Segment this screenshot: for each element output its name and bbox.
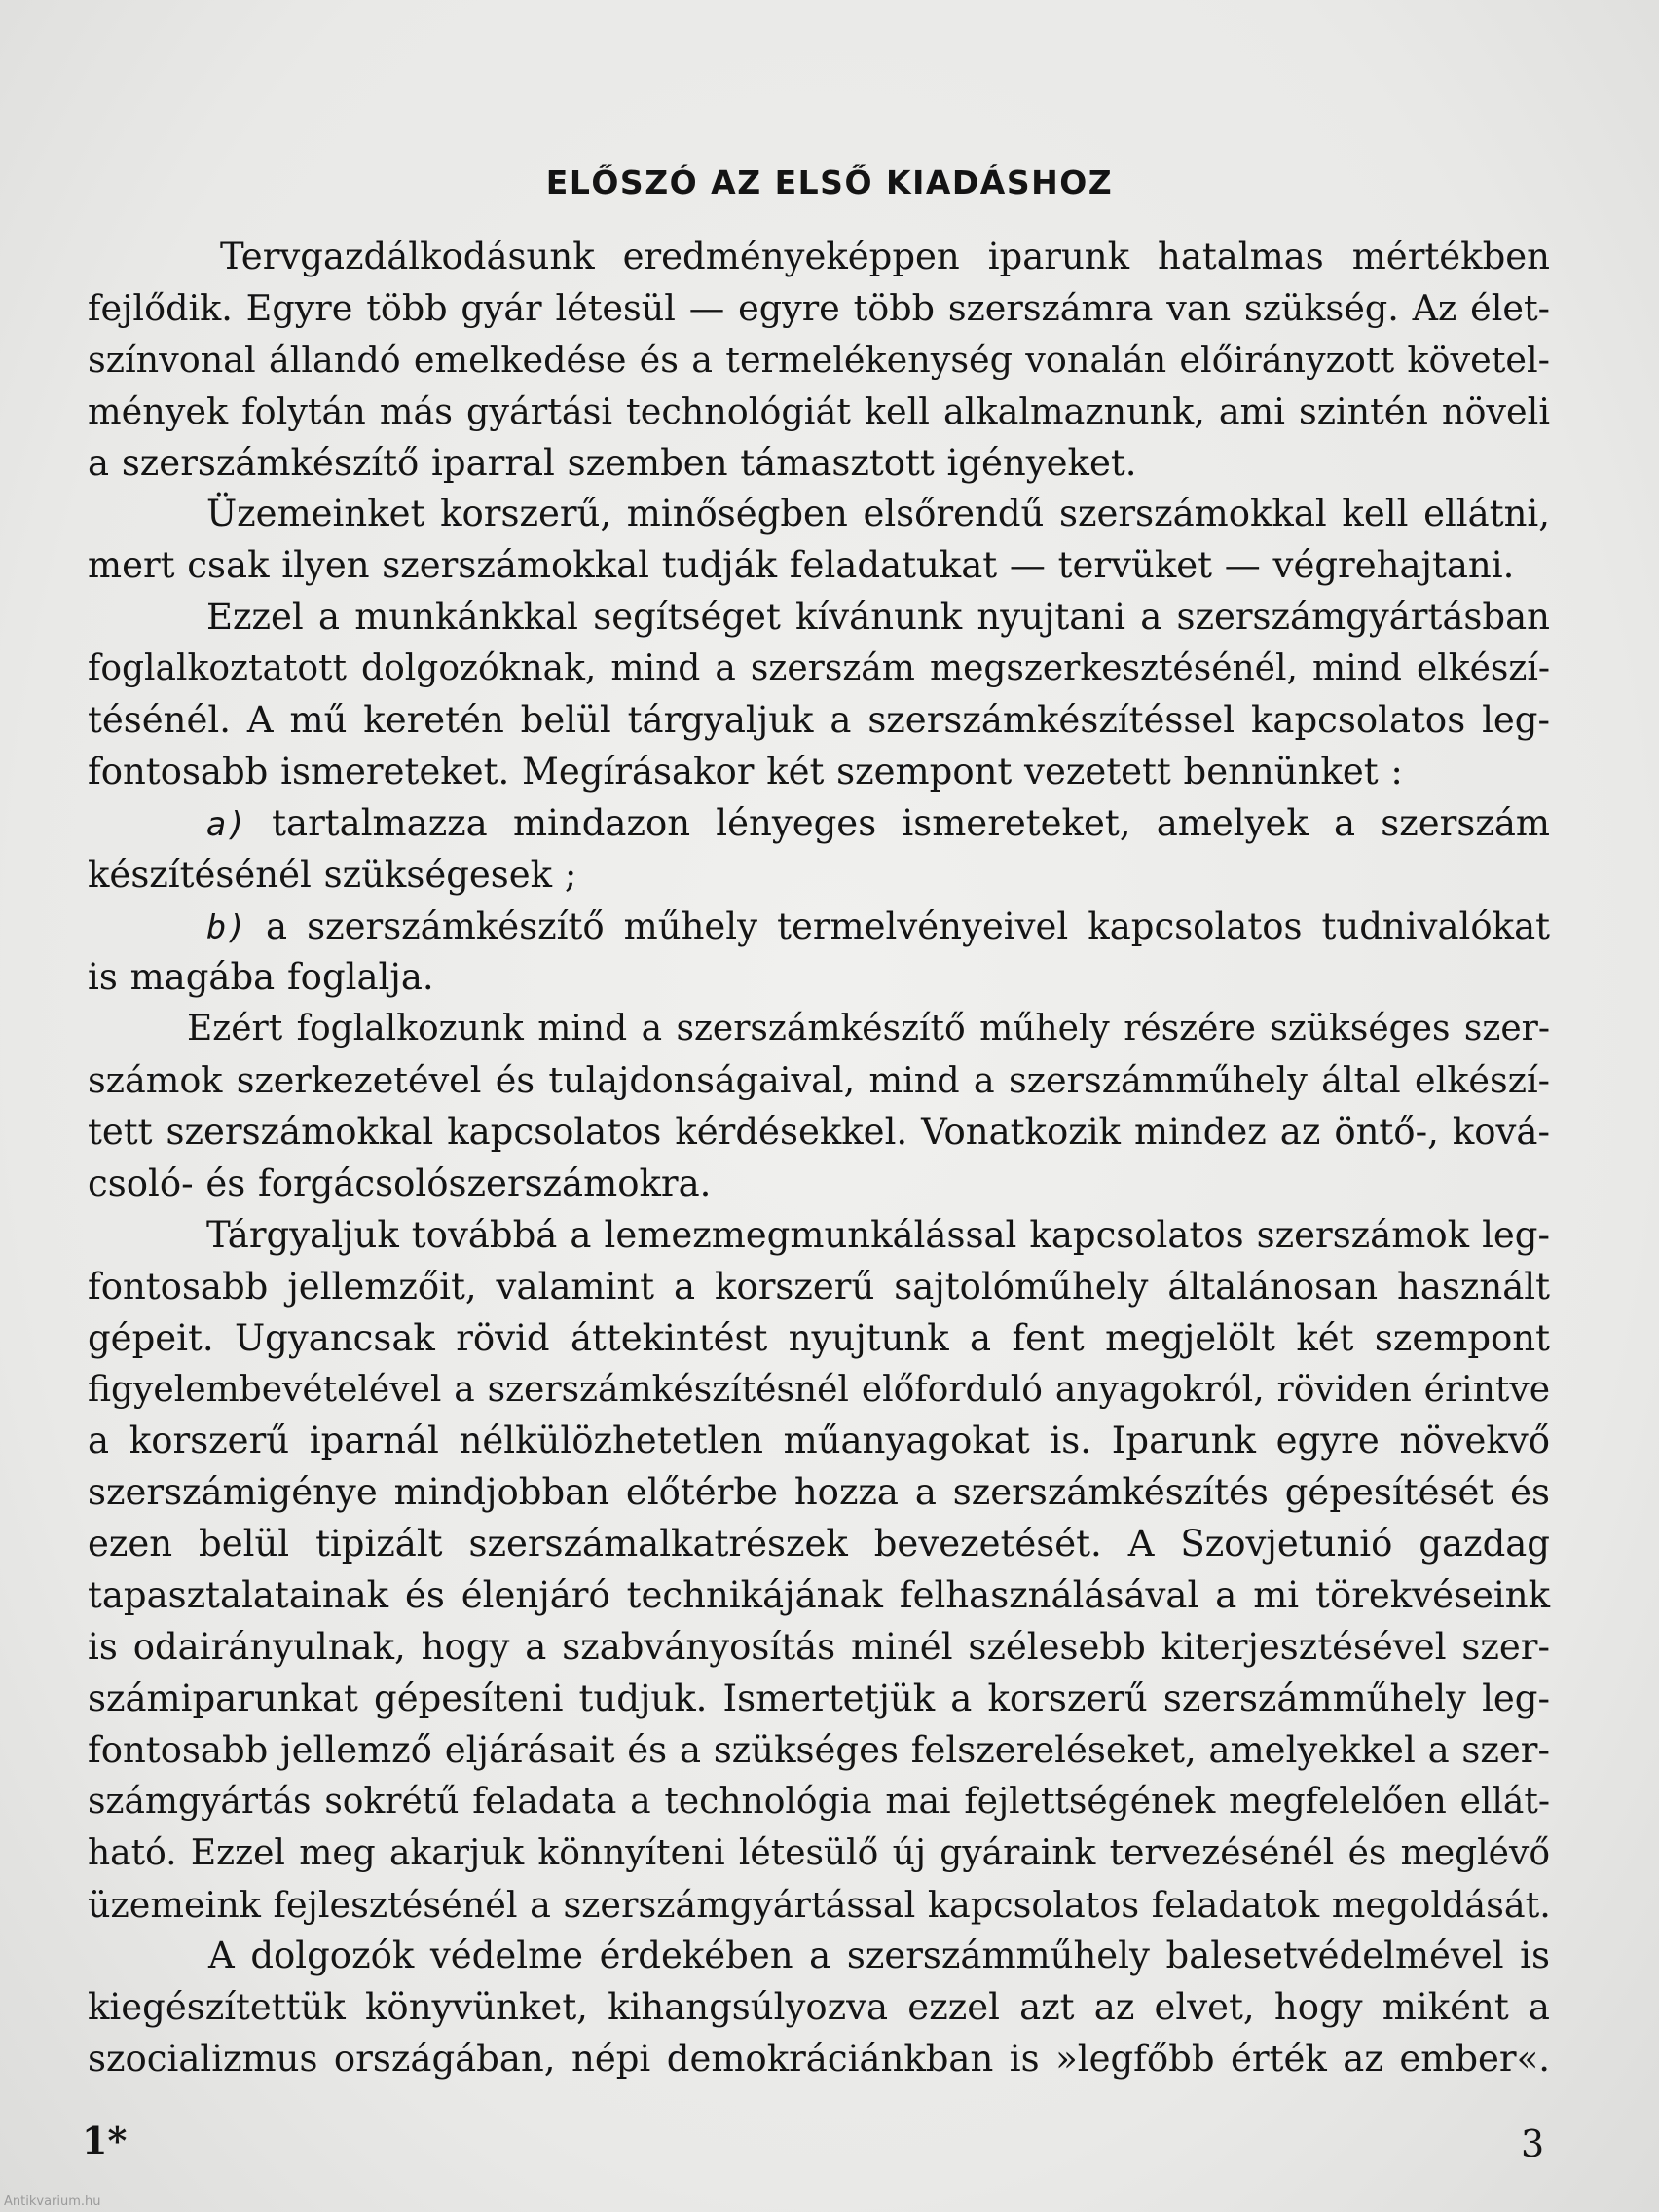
text-line: tésénél. A mű keretén belül tárgyaljuk a szerszámkészítéssel kapcsolatos leg- bbox=[88, 699, 1550, 742]
text-line: fontosabb jellemző eljárásait és a szükséges felszereléseket, amelyekkel a szer- bbox=[88, 1728, 1550, 1771]
text-line: a szerszámkészítő iparral szemben támasztott igényeket. bbox=[88, 441, 1137, 484]
text-line: figyelembevételével a szerszámkészítésnél előforduló anyagokról, röviden érintve bbox=[88, 1369, 1550, 1410]
text-line: szocializmus országában, népi demokráciánkban is »legfőbb érték az ember«. bbox=[88, 2038, 1550, 2081]
text-line: tett szerszámokkal kapcsolatos kérdésekkel. Vonatkozik mindez az öntő-, ková- bbox=[88, 1111, 1550, 1154]
watermark: Antikvarium.hu bbox=[4, 2194, 101, 2209]
text-line: készítésénél szükségesek ; bbox=[88, 853, 577, 896]
text-line: kiegészítettük könyvünket, kihangsúlyozva ezzel azt az elvet, hogy miként a bbox=[88, 1986, 1550, 2029]
text-line: számiparunkat gépesíteni tudjuk. Ismertetjük a korszerű szerszámműhely leg- bbox=[88, 1677, 1550, 1719]
text-line: foglalkoztatott dolgozóknak, mind a szerszám megszerkesztésénél, mind elkészí- bbox=[88, 648, 1550, 689]
text-line: mények folytán más gyártási technológiát kell alkalmaznunk, ami szintén növeli bbox=[88, 389, 1550, 432]
text-line: Ezért foglalkozunk mind a szerszámkészítő műhely részére szükséges szer- bbox=[187, 1009, 1550, 1050]
text-line: gépeit. Ugyancsak rövid áttekintést nyujtunk a fent megjelölt két szempont bbox=[88, 1316, 1550, 1359]
text-line: fontosabb ismereteket. Megírásakor két szempont vezetett bennünket : bbox=[88, 750, 1403, 793]
list-item-b bbox=[88, 902, 1550, 953]
text-line: tapasztalatainak és élenjáró technikájának felhasználásával a mi törekvéseink bbox=[88, 1574, 1550, 1617]
text-line: ható. Ezzel meg akarjuk könnyíteni létesülő új gyáraink tervezésénél és meglévő bbox=[88, 1832, 1550, 1873]
list-item-b-text: a szerszámkészítő műhely termelvényeivel kapcsolatos tudnivalókat bbox=[266, 904, 1550, 947]
text-line: Üzemeinket korszerű, minőségben elsőrendű szerszámokkal kell ellátni, bbox=[206, 493, 1550, 535]
text-line: számok szerkezetével és tulajdonságaival, mind a szerszámműhely által elkészí- bbox=[88, 1059, 1550, 1102]
list-item-a bbox=[88, 798, 1550, 850]
list-item-a-text: tartalmazza mindazon lényeges ismereteket, amelyek a szerszám bbox=[272, 801, 1550, 844]
page-title: ELŐSZÓ AZ ELSŐ KIADÁSHOZ bbox=[545, 164, 1114, 202]
text-line: szerszámigénye mindjobban előtérbe hozza a szerszámkészítés gépesítését és bbox=[88, 1471, 1550, 1514]
text-line: csoló- és forgácsolószerszámokra. bbox=[88, 1162, 712, 1205]
signature-mark: 1* bbox=[82, 2119, 128, 2162]
text-line: a korszerű iparnál nélkülözhetetlen műanyagokat is. Iparunk egyre növekvő bbox=[88, 1419, 1550, 1462]
text-line: A dolgozók védelme érdekében a szerszámműhely balesetvédelmével is bbox=[208, 1935, 1550, 1977]
text-line: fontosabb jellemzőit, valamint a korszerű sajtolóműhely általánosan használt bbox=[88, 1265, 1550, 1308]
text-line: is odairányulnak, hogy a szabványosítás minél szélesebb kiterjesztésével szer- bbox=[88, 1626, 1550, 1669]
text-line: színvonal állandó emelkedése és a termelékenység vonalán előirányzott követel- bbox=[88, 338, 1550, 381]
text-line: mert csak ilyen szerszámokkal tudják feladatukat — tervüket — végrehajtani. bbox=[88, 544, 1515, 587]
text-line: számgyártás sokrétű feladata a technológia mai fejlettségének megfelelően ellát- bbox=[88, 1781, 1550, 1822]
text-line: ezen belül tipizált szerszámalkatrészek bevezetését. A Szovjetunió gazdag bbox=[88, 1523, 1550, 1566]
text-line: fejlődik. Egyre több gyár létesül — egyre több szerszámra van szükség. Az élet- bbox=[88, 286, 1550, 329]
page-number: 3 bbox=[1521, 2122, 1545, 2165]
text-line: is magába foglalja. bbox=[88, 956, 434, 999]
body-text bbox=[88, 232, 1550, 2085]
text-line: Tervgazdálkodásunk eredményeképpen iparunk hatalmas mértékben bbox=[220, 236, 1550, 277]
list-label-b: b) bbox=[206, 907, 246, 947]
list-label-a: a) bbox=[206, 804, 246, 844]
text-line: Ezzel a munkánkkal segítséget kívánunk nyujtani a szerszámgyártásban bbox=[206, 596, 1550, 639]
text-line: Tárgyaljuk továbbá a lemezmegmunkálással kapcsolatos szerszámok leg- bbox=[206, 1213, 1550, 1256]
text-line: üzemeink fejlesztésénél a szerszámgyártással kapcsolatos feladatok megoldását. bbox=[88, 1883, 1551, 1926]
